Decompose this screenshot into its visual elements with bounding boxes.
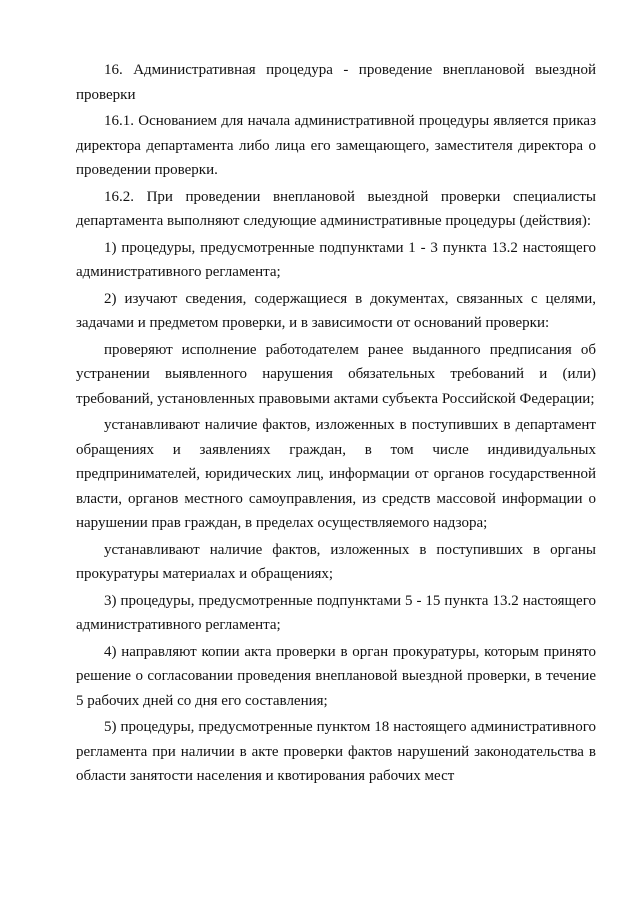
paragraph-16-1: 16.1. Основанием для начала административной процедуры является приказ директора департамента либо лица его замещающего, заместителя директора о проведении проверки. xyxy=(76,113,596,178)
paragraph-item-2: 2) изучают сведения, содержащиеся в документах, связанных с целями, задачами и предметом проверки, и в зависимости от оснований проверки: xyxy=(76,290,596,331)
paragraph-16-title: 16. Административная процедура - проведение внеплановой выездной проверки xyxy=(76,62,596,103)
paragraph-check-prescription: проверяют исполнение работодателем ранее выданного предписания об устранении выявленного нарушения обязательных требований и (или) требований, установленных правовыми актами субъекта Российской Федерации; xyxy=(76,341,596,407)
paragraph-facts-prosecution: устанавливают наличие фактов, изложенных в поступивших в органы прокуратуры материалах и обращениях; xyxy=(76,541,596,582)
paragraph-item-3: 3) процедуры, предусмотренные подпунктами 5 - 15 пункта 13.2 настоящего административного регламента; xyxy=(76,592,596,633)
paragraph-item-4: 4) направляют копии акта проверки в орган прокуратуры, которым принято решение о согласовании проведения внеплановой выездной проверки, в течение 5 рабочих дней со дня его составления; xyxy=(76,643,596,709)
paragraph-item-5: 5) процедуры, предусмотренные пунктом 18 настоящего административного регламента при наличии в акте проверки фактов нарушений законодательства в области занятости населения и квотирования рабочих мест xyxy=(76,719,596,784)
paragraph-16-2: 16.2. При проведении внеплановой выездной проверки специалисты департамента выполняют следующие административные процедуры (действия): xyxy=(76,188,596,229)
document-body xyxy=(76,58,596,791)
paragraph-item-1: 1) процедуры, предусмотренные подпунктами 1 - 3 пункта 13.2 настоящего административного регламента; xyxy=(76,239,596,280)
paragraph-facts-appeals: устанавливают наличие фактов, изложенных в поступивших в департамент обращениях и заявлениях граждан, в том числе индивидуальных предпринимателей, юридических лиц, информации от органов государственной власти, органов местного самоуправления, из средств массовой информации о нарушении прав граждан, в пределах осуществляемого надзора; xyxy=(76,417,596,531)
